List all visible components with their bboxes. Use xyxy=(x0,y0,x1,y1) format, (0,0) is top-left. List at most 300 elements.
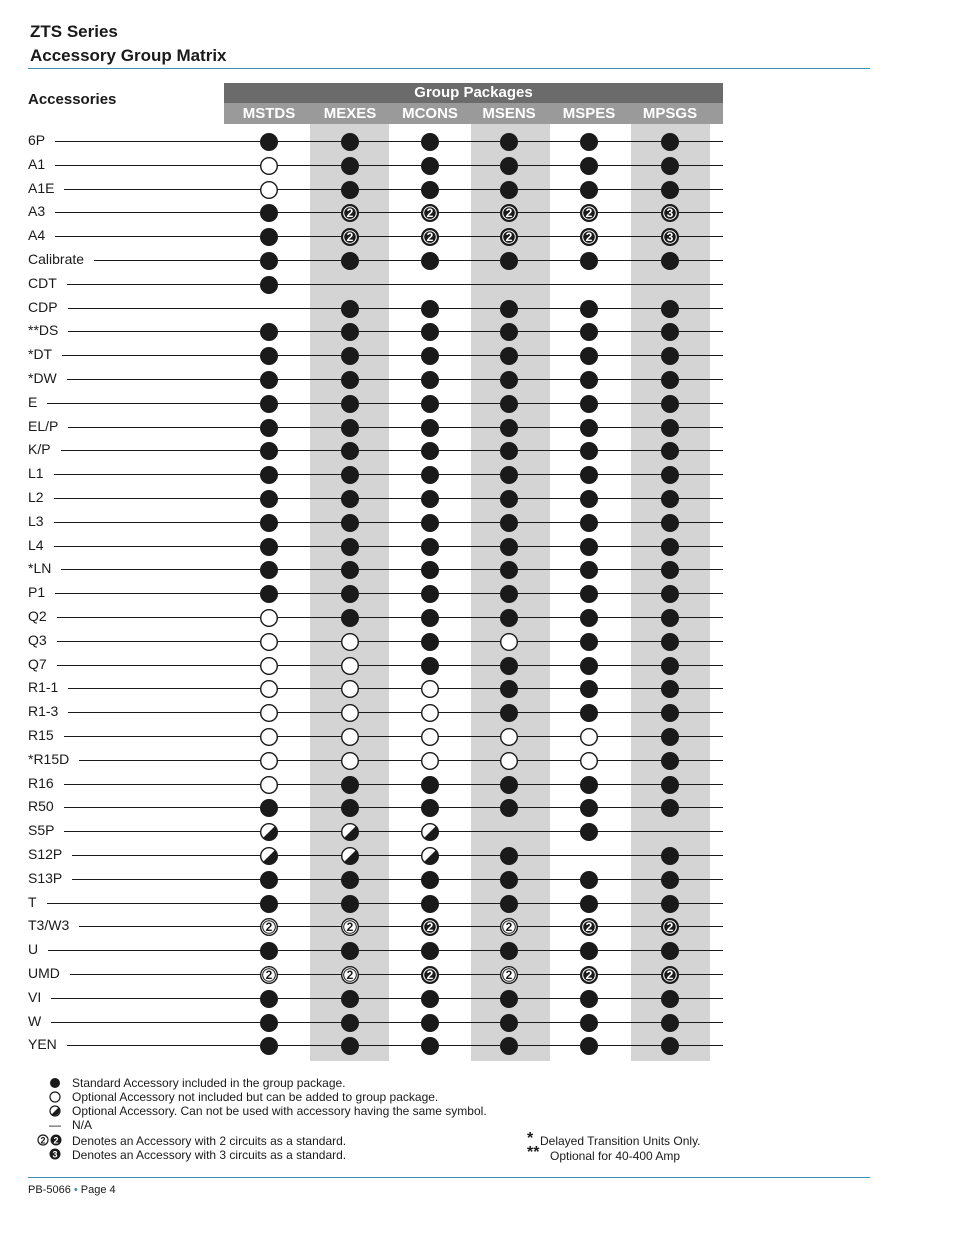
leader-line xyxy=(79,926,723,927)
accessory-name: S12P xyxy=(28,846,63,862)
svg-text:2: 2 xyxy=(265,968,273,983)
svg-text:2: 2 xyxy=(346,968,354,983)
svg-text:2: 2 xyxy=(666,920,674,935)
standard-mark-icon xyxy=(420,418,440,438)
table-row xyxy=(28,392,723,416)
leader-line xyxy=(51,1022,723,1023)
standard-mark-icon xyxy=(259,275,279,295)
optional-mark-icon xyxy=(259,775,279,795)
accessory-name: L2 xyxy=(28,489,44,505)
table-row xyxy=(28,558,723,582)
legend-na: N/A xyxy=(72,1118,93,1132)
standard-mark-icon xyxy=(579,156,599,176)
svg-text:2: 2 xyxy=(426,230,434,245)
optional-exclusive-mark-icon xyxy=(259,822,279,842)
table-row xyxy=(28,963,723,987)
two-circuit-symbol-icon xyxy=(37,1134,63,1146)
optional-mark-icon xyxy=(259,703,279,723)
optional-exclusive-mark-icon xyxy=(259,846,279,866)
standard-mark-icon xyxy=(579,346,599,366)
optional-mark-icon xyxy=(499,632,519,652)
leader-line xyxy=(47,903,723,904)
svg-text:2: 2 xyxy=(505,230,513,245)
leader-line xyxy=(57,617,723,618)
accessory-name: Q3 xyxy=(28,631,47,648)
accessory-name: E xyxy=(28,393,38,410)
standard-mark-icon xyxy=(579,299,599,319)
two-circuit-standard-mark-icon xyxy=(420,203,440,223)
leader-line xyxy=(70,974,723,975)
leader-line xyxy=(67,379,723,380)
two-circuit-standard-mark-icon xyxy=(340,227,360,247)
accessories-label: Accessories xyxy=(28,91,117,108)
accessory-name: P1 xyxy=(28,584,46,601)
table-row xyxy=(28,796,723,820)
table-row xyxy=(28,939,723,963)
leader-line xyxy=(54,498,723,499)
standard-mark-icon xyxy=(660,846,680,866)
standard-mark-icon xyxy=(660,775,680,795)
accessory-name: S13P xyxy=(28,869,63,886)
table-row xyxy=(28,225,723,249)
standard-mark-icon xyxy=(499,537,519,557)
standard-mark-icon xyxy=(499,132,519,152)
svg-text:2: 2 xyxy=(426,920,434,935)
table-row xyxy=(28,249,723,273)
standard-mark-icon xyxy=(259,203,279,223)
standard-mark-icon xyxy=(340,251,360,271)
standard-mark-icon xyxy=(579,894,599,914)
table-row xyxy=(28,1011,723,1035)
standard-mark-icon xyxy=(660,989,680,1009)
svg-text:3: 3 xyxy=(666,206,674,221)
standard-mark-icon xyxy=(259,132,279,152)
note-optional-amp: Optional for 40-400 Amp xyxy=(550,1149,681,1163)
standard-mark-icon xyxy=(420,798,440,818)
standard-mark-icon xyxy=(660,299,680,319)
optional-mark-icon xyxy=(420,703,440,723)
table-row xyxy=(28,487,723,511)
table-row xyxy=(28,915,723,939)
svg-text:2: 2 xyxy=(40,1135,46,1146)
standard-mark-icon xyxy=(259,489,279,509)
standard-mark-icon xyxy=(660,1013,680,1033)
standard-mark-icon xyxy=(499,394,519,414)
table-row xyxy=(28,511,723,535)
table-row xyxy=(28,154,723,178)
standard-mark-icon xyxy=(660,894,680,914)
standard-mark-icon xyxy=(420,299,440,319)
two-circuit-standard-mark-icon xyxy=(660,917,680,937)
table-row xyxy=(28,368,723,392)
standard-mark-icon xyxy=(660,537,680,557)
standard-mark-icon xyxy=(340,775,360,795)
accessory-name: R1-3 xyxy=(28,703,59,720)
leader-line xyxy=(54,474,723,475)
svg-text:3: 3 xyxy=(52,1149,58,1160)
standard-mark-icon xyxy=(499,584,519,604)
leader-line xyxy=(55,236,723,237)
two-circuit-standard-mark-icon xyxy=(499,203,519,223)
standard-mark-icon xyxy=(499,322,519,342)
optional-mark-icon xyxy=(340,679,360,699)
optional-mark-icon xyxy=(259,727,279,747)
two-circuit-optional-mark-icon xyxy=(340,965,360,985)
accessory-name: *R15D xyxy=(28,750,70,767)
standard-mark-icon xyxy=(340,370,360,390)
accessory-name: *DT xyxy=(28,346,53,363)
svg-text:2: 2 xyxy=(265,920,273,935)
table-row xyxy=(28,439,723,463)
column-mcons: MCONS xyxy=(402,105,458,122)
standard-mark-icon xyxy=(660,1036,680,1056)
standard-mark-icon xyxy=(420,870,440,890)
accessory-name: *LN xyxy=(28,560,52,577)
accessory-name: CDT xyxy=(28,274,57,291)
legend-optional-exclusive: Optional Accessory. Can not be used with accessory having the same symbol. xyxy=(72,1104,487,1118)
accessory-name: L3 xyxy=(28,512,44,529)
standard-mark-icon xyxy=(499,608,519,628)
standard-mark-icon xyxy=(579,322,599,342)
table-row xyxy=(28,725,723,749)
standard-mark-icon xyxy=(499,251,519,271)
standard-mark-icon xyxy=(499,560,519,580)
standard-mark-icon xyxy=(420,394,440,414)
standard-mark-icon xyxy=(420,989,440,1009)
leader-line xyxy=(55,593,723,594)
standard-mark-icon xyxy=(579,465,599,485)
standard-mark-icon xyxy=(499,156,519,176)
standard-mark-icon xyxy=(579,441,599,461)
three-circuit-standard-mark-icon xyxy=(660,227,680,247)
legend-standard: Standard Accessory included in the group package. xyxy=(72,1076,346,1090)
svg-text:2: 2 xyxy=(505,920,513,935)
accessory-name: A3 xyxy=(28,203,46,220)
standard-mark-icon xyxy=(420,370,440,390)
table-row xyxy=(28,844,723,868)
three-circuit-standard-mark-icon xyxy=(660,203,680,223)
standard-mark-icon xyxy=(579,656,599,676)
standard-mark-icon xyxy=(499,513,519,533)
table-row xyxy=(28,820,723,844)
standard-mark-icon xyxy=(660,584,680,604)
standard-mark-icon xyxy=(340,560,360,580)
standard-mark-icon xyxy=(259,560,279,580)
standard-mark-icon xyxy=(660,560,680,580)
accessory-name: W xyxy=(28,1012,42,1029)
standard-mark-icon xyxy=(579,679,599,699)
leader-line xyxy=(68,688,723,689)
table-row xyxy=(28,630,723,654)
standard-mark-icon xyxy=(660,465,680,485)
table-row xyxy=(28,535,723,559)
standard-mark-icon xyxy=(579,1013,599,1033)
standard-mark-icon xyxy=(499,894,519,914)
standard-mark-icon xyxy=(579,798,599,818)
standard-mark-icon xyxy=(579,394,599,414)
standard-mark-icon xyxy=(579,989,599,1009)
standard-mark-icon xyxy=(420,251,440,271)
standard-mark-icon xyxy=(340,299,360,319)
standard-mark-icon xyxy=(660,656,680,676)
accessory-name: Q7 xyxy=(28,655,47,672)
standard-mark-icon xyxy=(259,441,279,461)
standard-mark-icon xyxy=(340,584,360,604)
table-row xyxy=(28,273,723,297)
optional-mark-icon xyxy=(259,656,279,676)
leader-line xyxy=(94,260,723,261)
standard-mark-icon xyxy=(579,513,599,533)
standard-mark-icon xyxy=(420,632,440,652)
accessory-name: Calibrate xyxy=(28,251,85,267)
optional-exclusive-mark-icon xyxy=(340,822,360,842)
svg-text:2: 2 xyxy=(585,968,593,983)
standard-mark-icon xyxy=(340,1036,360,1056)
leader-line xyxy=(68,427,723,428)
two-circuit-standard-mark-icon xyxy=(499,227,519,247)
optional-mark-icon xyxy=(579,727,599,747)
standard-mark-icon xyxy=(499,370,519,390)
table-row xyxy=(28,344,723,368)
standard-mark-icon xyxy=(259,584,279,604)
standard-mark-icon xyxy=(420,537,440,557)
column-mexes: MEXES xyxy=(323,105,377,122)
two-circuit-standard-mark-icon xyxy=(579,227,599,247)
standard-mark-icon xyxy=(420,1013,440,1033)
leader-line xyxy=(55,165,723,166)
optional-mark-icon xyxy=(259,180,279,200)
standard-mark-icon xyxy=(579,180,599,200)
standard-mark-icon xyxy=(499,1013,519,1033)
standard-mark-icon xyxy=(579,870,599,890)
document-title: ZTS Series xyxy=(30,22,118,41)
footer-bullet: • xyxy=(73,1184,78,1196)
accessory-name: Q2 xyxy=(28,608,47,624)
page-number: Page 4 xyxy=(80,1184,116,1196)
two-circuit-optional-mark-icon xyxy=(340,917,360,937)
standard-mark-icon xyxy=(340,989,360,1009)
standard-mark-icon xyxy=(499,846,519,866)
standard-mark-icon xyxy=(420,513,440,533)
standard-mark-icon xyxy=(259,465,279,485)
leader-line xyxy=(64,784,723,785)
optional-exclusive-symbol-icon xyxy=(49,1105,61,1117)
optional-mark-icon xyxy=(420,751,440,771)
table-row xyxy=(28,987,723,1011)
leader-line xyxy=(62,355,723,356)
standard-mark-icon xyxy=(579,537,599,557)
standard-mark-icon xyxy=(420,560,440,580)
table-row xyxy=(28,1034,723,1058)
standard-mark-icon xyxy=(660,870,680,890)
optional-mark-icon xyxy=(340,727,360,747)
table-row xyxy=(28,130,723,154)
optional-mark-icon xyxy=(259,751,279,771)
leader-line xyxy=(79,760,723,761)
accessory-name: L4 xyxy=(28,536,44,553)
leader-line xyxy=(68,712,723,713)
column-header-bar xyxy=(224,103,723,124)
standard-mark-icon xyxy=(420,156,440,176)
standard-mark-icon xyxy=(499,656,519,676)
leader-line xyxy=(67,1045,723,1046)
optional-symbol-icon xyxy=(49,1091,61,1103)
standard-mark-icon xyxy=(340,608,360,628)
svg-text:2: 2 xyxy=(505,206,513,221)
standard-mark-icon xyxy=(660,489,680,509)
standard-mark-icon xyxy=(579,1036,599,1056)
standard-mark-icon xyxy=(420,489,440,509)
table-row xyxy=(28,178,723,202)
optional-exclusive-mark-icon xyxy=(340,846,360,866)
leader-line xyxy=(61,450,723,451)
table-row xyxy=(28,201,723,225)
accessory-name: 6P xyxy=(28,132,46,148)
standard-mark-icon xyxy=(579,703,599,723)
standard-mark-icon xyxy=(340,322,360,342)
standard-mark-icon xyxy=(660,632,680,652)
leader-line xyxy=(67,284,723,285)
standard-mark-icon xyxy=(340,870,360,890)
accessory-name: R1-1 xyxy=(28,679,59,696)
optional-mark-icon xyxy=(499,727,519,747)
page-footer xyxy=(28,1184,116,1196)
standard-mark-icon xyxy=(579,941,599,961)
accessory-name: T xyxy=(28,893,37,910)
leader-line xyxy=(55,141,723,142)
standard-mark-icon xyxy=(660,751,680,771)
optional-mark-icon xyxy=(340,703,360,723)
standard-mark-icon xyxy=(660,346,680,366)
table-row xyxy=(28,701,723,725)
leader-line xyxy=(54,522,723,523)
table-row xyxy=(28,416,723,440)
accessory-name: EL/P xyxy=(28,417,59,434)
optional-exclusive-mark-icon xyxy=(420,846,440,866)
standard-mark-icon xyxy=(579,632,599,652)
standard-mark-icon xyxy=(660,441,680,461)
two-circuit-standard-mark-icon xyxy=(660,965,680,985)
accessory-name: S5P xyxy=(28,822,55,839)
standard-mark-icon xyxy=(499,703,519,723)
standard-mark-icon xyxy=(340,132,360,152)
table-row xyxy=(28,582,723,606)
leader-line xyxy=(57,665,723,666)
standard-mark-icon xyxy=(499,441,519,461)
two-circuit-optional-mark-icon xyxy=(499,917,519,937)
standard-mark-icon xyxy=(340,537,360,557)
standard-mark-icon xyxy=(259,251,279,271)
standard-mark-icon xyxy=(660,703,680,723)
leader-line xyxy=(48,950,723,951)
two-circuit-standard-mark-icon xyxy=(420,227,440,247)
optional-mark-icon xyxy=(340,632,360,652)
accessory-name: R16 xyxy=(28,774,54,791)
table-row xyxy=(28,892,723,916)
standard-mark-icon xyxy=(499,870,519,890)
standard-mark-icon xyxy=(660,394,680,414)
standard-mark-icon xyxy=(579,418,599,438)
leader-line xyxy=(64,831,723,832)
standard-mark-icon xyxy=(340,941,360,961)
standard-mark-icon xyxy=(579,608,599,628)
table-row xyxy=(28,749,723,773)
two-circuit-standard-mark-icon xyxy=(579,917,599,937)
standard-mark-icon xyxy=(579,132,599,152)
standard-mark-icon xyxy=(340,441,360,461)
accessory-name: UMD xyxy=(28,965,60,981)
standard-mark-icon xyxy=(420,894,440,914)
standard-symbol-icon xyxy=(49,1077,61,1089)
standard-mark-icon xyxy=(340,418,360,438)
accessory-name: YEN xyxy=(28,1036,57,1053)
optional-mark-icon xyxy=(420,727,440,747)
optional-exclusive-mark-icon xyxy=(420,822,440,842)
standard-mark-icon xyxy=(420,656,440,676)
standard-mark-icon xyxy=(499,1036,519,1056)
standard-mark-icon xyxy=(420,608,440,628)
leader-line xyxy=(47,403,723,404)
accessory-name: T3/W3 xyxy=(28,917,70,934)
leader-line xyxy=(55,212,723,213)
standard-mark-icon xyxy=(499,180,519,200)
column-msens: MSENS xyxy=(482,105,536,122)
table-row xyxy=(28,606,723,630)
standard-mark-icon xyxy=(660,132,680,152)
svg-text:2: 2 xyxy=(346,920,354,935)
standard-mark-icon xyxy=(660,798,680,818)
standard-mark-icon xyxy=(420,941,440,961)
two-circuit-optional-mark-icon xyxy=(259,917,279,937)
standard-mark-icon xyxy=(499,418,519,438)
standard-mark-icon xyxy=(499,989,519,1009)
optional-mark-icon xyxy=(420,679,440,699)
two-circuit-optional-mark-icon xyxy=(499,965,519,985)
svg-text:2: 2 xyxy=(346,230,354,245)
svg-text:2: 2 xyxy=(426,206,434,221)
legend-optional: Optional Accessory not included but can be added to group package. xyxy=(72,1090,439,1104)
standard-mark-icon xyxy=(420,322,440,342)
standard-mark-icon xyxy=(660,941,680,961)
na-symbol: — xyxy=(49,1118,61,1132)
document-subtitle: Accessory Group Matrix xyxy=(30,46,227,65)
standard-mark-icon xyxy=(499,465,519,485)
accessory-name: L1 xyxy=(28,465,44,482)
svg-text:3: 3 xyxy=(666,230,674,245)
leader-line xyxy=(51,998,723,999)
standard-mark-icon xyxy=(420,1036,440,1056)
svg-text:2: 2 xyxy=(585,206,593,221)
standard-mark-icon xyxy=(660,251,680,271)
table-row xyxy=(28,463,723,487)
legend-spacer xyxy=(28,1067,870,1068)
standard-mark-icon xyxy=(340,180,360,200)
optional-mark-icon xyxy=(340,751,360,771)
table-row xyxy=(28,677,723,701)
table-row xyxy=(28,773,723,797)
svg-text:2: 2 xyxy=(505,968,513,983)
standard-mark-icon xyxy=(660,370,680,390)
standard-mark-icon xyxy=(340,489,360,509)
optional-mark-icon xyxy=(340,656,360,676)
standard-mark-icon xyxy=(259,227,279,247)
leader-line xyxy=(64,736,723,737)
accessory-name: A4 xyxy=(28,227,46,244)
accessory-name: U xyxy=(28,941,39,958)
standard-mark-icon xyxy=(259,870,279,890)
svg-text:2: 2 xyxy=(585,920,593,935)
svg-text:2: 2 xyxy=(346,206,354,221)
